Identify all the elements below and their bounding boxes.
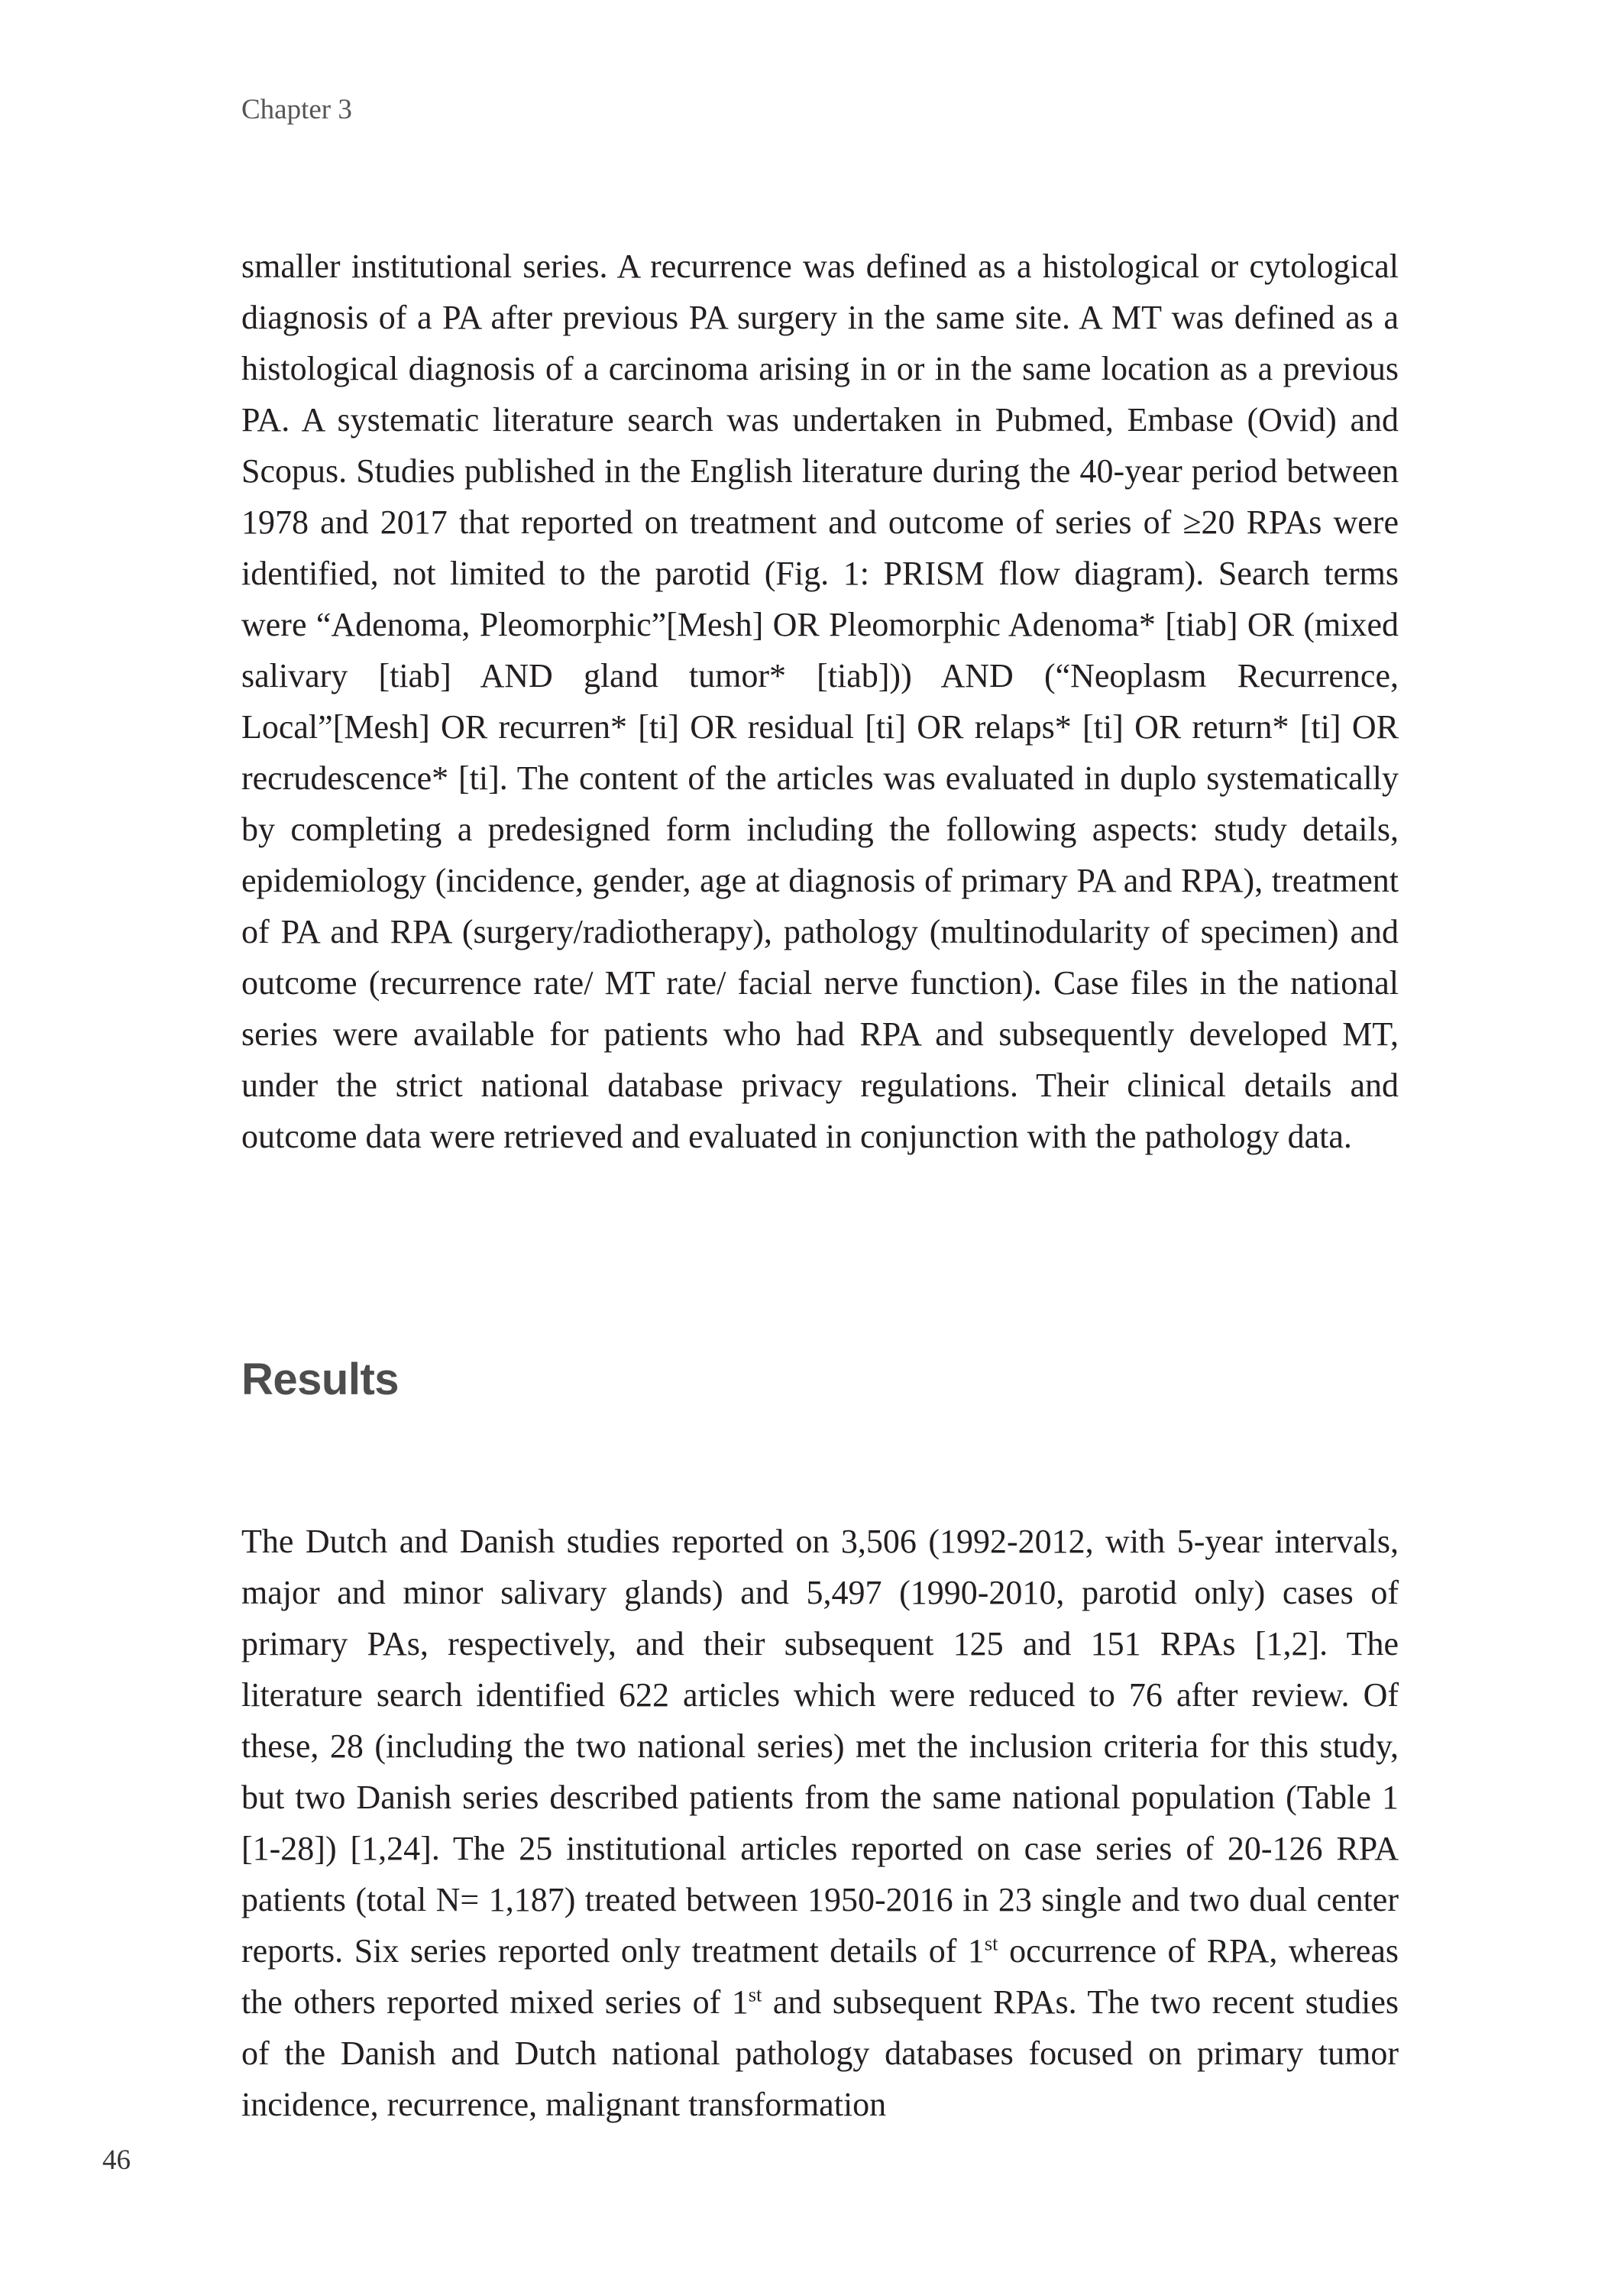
superscript-st: st: [748, 1983, 762, 2006]
results-text-part3: and subsequent RPAs. The two recent studies of the Danish and Dutch national pathology databases focused on primary tumor incidence, recurrence, malignant transformation: [241, 1983, 1399, 2123]
running-head: Chapter 3: [241, 94, 352, 125]
superscript-st: st: [984, 1931, 998, 1955]
results-text-part2: occurrence of RPA, whereas the others reported mixed series of 1: [241, 1932, 1399, 2021]
results-text-part1: The Dutch and Danish studies reported on 3,506 (1992-2012, with 5-year intervals, major and minor salivary glands) and 5,497 (1990-2010, parotid only) cases of primary PAs, respectively, and their subsequent 125 and 151 RPAs [1,2]. The literature search identified 622 articles which were reduced to 76 after review. Of these, 28 (including the two national series) met the inclusion criteria for this study, but two Danish series described patients from the same national population (Table 1 [1-28]) [1,24]. The 25 institutional articles reported on case series of 20-126 RPA patients (total N= 1,187) treated between 1950-2016 in 23 single and two dual center reports. Six series reported only treatment details of 1: [241, 1523, 1399, 1970]
methods-paragraph: smaller institutional series. A recurrence was defined as a histological or cytological diagnosis of a PA after previous PA surgery in the same site. A MT was defined as a histological diagnosis of a carcinoma arising in or in the same location as a previous PA. A systematic literature search was undertaken in Pubmed, Embase (Ovid) and Scopus. Studies published in the English literature during the 40-year period between 1978 and 2017 that reported on treatment and outcome of series of ≥20 RPAs were identified, not limited to the parotid (Fig. 1: PRISM flow diagram). Search terms were “Adenoma, Pleomorphic”[Mesh] OR Pleomorphic Adenoma* [tiab] OR (mixed salivary [tiab] AND gland tumor* [tiab])) AND (“Neoplasm Recurrence, Local”[Mesh] OR recurren* [ti] OR residual [ti] OR relaps* [ti] OR return* [ti] OR recrudescence* [ti]. The content of the articles was evaluated in duplo systematically by completing a predesigned form including the following aspects: study details, epidemiology (incidence, gender, age at diagnosis of primary PA and RPA), treatment of PA and RPA (surgery/radiotherapy), pathology (multinodularity of specimen) and outcome (recurrence rate/ MT rate/ facial nerve function). Case files in the national series were available for patients who had RPA and subsequently developed MT, under the strict national database privacy regulations. Their clinical details and outcome data were retrieved and evaluated in conjunction with the pathology data.: [241, 248, 1399, 1155]
results-paragraph: [241, 1516, 1399, 2130]
results-heading: Results: [241, 1355, 400, 1404]
page-number: 46: [102, 2145, 131, 2176]
